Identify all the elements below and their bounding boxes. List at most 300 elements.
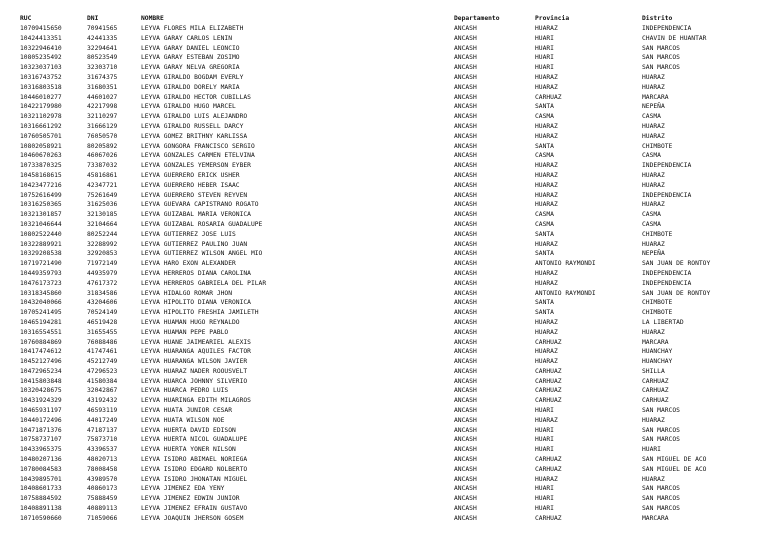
cell-dni: 76088486 xyxy=(87,338,118,346)
cell-ruc: 10320428675 xyxy=(20,387,62,395)
cell-nombre: LEYVA GIRALDO DORELY MARIA xyxy=(141,83,240,91)
cell-dni: 32110297 xyxy=(87,113,118,121)
cell-provincia: CASMA xyxy=(535,220,554,228)
cell-departamento: ANCASH xyxy=(454,407,477,415)
cell-nombre: LEYVA GUERRERO HEBER ISAAC xyxy=(141,181,240,189)
cell-departamento: ANCASH xyxy=(454,475,477,483)
cell-ruc: 10433965375 xyxy=(20,446,62,454)
cell-nombre: LEYVA HUATA WILSON NOE xyxy=(141,416,225,424)
cell-ruc: 10424413351 xyxy=(20,34,62,42)
cell-distrito: SAN MARCOS xyxy=(642,54,680,62)
table-row xyxy=(20,200,726,210)
cell-nombre: LEYVA GONGORA FRANCISCO SERGIO xyxy=(141,142,255,150)
cell-provincia: HUARI xyxy=(535,54,554,62)
cell-provincia: HUARAZ xyxy=(535,25,558,32)
cell-distrito: SAN MIGUEL DE ACO xyxy=(642,456,707,464)
cell-distrito: INDEPENDENCIA xyxy=(642,191,692,199)
table-row xyxy=(20,220,726,230)
cell-nombre: LEYVA GUTIERREZ JOSE LUIS xyxy=(141,230,236,238)
cell-ruc: 10758737107 xyxy=(20,436,62,444)
cell-ruc: 10780084583 xyxy=(20,465,62,473)
table-row xyxy=(20,93,726,103)
table-row xyxy=(20,83,726,93)
cell-distrito: INDEPENDENCIA xyxy=(642,25,692,32)
cell-dni: 78008458 xyxy=(87,465,118,473)
table-row xyxy=(20,308,726,318)
header-distrito: Distrito xyxy=(642,15,673,23)
cell-ruc: 10752616499 xyxy=(20,191,62,199)
cell-nombre: LEYVA GUERRERO STEVEN REYVEN xyxy=(141,191,248,199)
cell-nombre: LEYVA ISIDRO ABIMAEL NORIEGA xyxy=(141,456,248,464)
cell-departamento: ANCASH xyxy=(454,132,477,140)
cell-provincia: ANTONIO RAYMONDI xyxy=(535,289,596,297)
cell-nombre: LEYVA GARAY CARLOS LENIN xyxy=(141,34,232,42)
cell-ruc: 10321301857 xyxy=(20,211,62,219)
cell-nombre: LEYVA JIMENEZ EFRAIN GUSTAVO xyxy=(141,505,248,513)
table-row xyxy=(20,269,726,279)
cell-provincia: HUARI xyxy=(535,495,554,503)
cell-dni: 43396537 xyxy=(87,446,118,454)
table-row xyxy=(20,259,726,269)
cell-dni: 42217998 xyxy=(87,103,118,111)
cell-departamento: ANCASH xyxy=(454,181,477,189)
cell-dni: 41747461 xyxy=(87,348,118,356)
table-row xyxy=(20,210,726,220)
table-row xyxy=(20,494,726,504)
cell-provincia: HUARI xyxy=(535,34,554,42)
cell-provincia: HUARAZ xyxy=(535,171,558,179)
cell-nombre: LEYVA GUIZABAL ROSARIA GUADALUPE xyxy=(141,220,263,228)
cell-distrito: LA LIBERTAD xyxy=(642,318,684,326)
cell-provincia: HUARAZ xyxy=(535,201,558,209)
cell-dni: 46067026 xyxy=(87,152,118,160)
table-row xyxy=(20,435,726,445)
cell-dni: 43192432 xyxy=(87,397,118,405)
cell-nombre: LEYVA GIRALDO HECTOR CUBILLAS xyxy=(141,93,251,101)
cell-distrito: SAN MARCOS xyxy=(642,426,680,434)
cell-nombre: LEYVA HUERTA YONER NILSON xyxy=(141,446,236,454)
cell-nombre: LEYVA HUERTA DAVID EDISON xyxy=(141,426,236,434)
cell-departamento: ANCASH xyxy=(454,240,477,248)
cell-provincia: CARHUAZ xyxy=(535,377,562,385)
cell-distrito: HUARI xyxy=(642,446,661,454)
cell-provincia: CARHUAZ xyxy=(535,514,562,522)
cell-departamento: ANCASH xyxy=(454,465,477,473)
cell-dni: 47187137 xyxy=(87,426,118,434)
cell-provincia: CARHUAZ xyxy=(535,387,562,395)
cell-provincia: HUARAZ xyxy=(535,318,558,326)
cell-ruc: 10802522440 xyxy=(20,230,62,238)
cell-dni: 43989570 xyxy=(87,475,118,483)
cell-distrito: SAN MARCOS xyxy=(642,407,680,415)
cell-ruc: 10452127496 xyxy=(20,358,62,366)
cell-dni: 47296523 xyxy=(87,367,118,375)
cell-ruc: 10440172496 xyxy=(20,416,62,424)
cell-dni: 32042867 xyxy=(87,387,118,395)
cell-distrito: CHIMBOTE xyxy=(642,230,673,238)
cell-departamento: ANCASH xyxy=(454,416,477,424)
cell-provincia: HUARI xyxy=(535,44,554,52)
cell-ruc: 10709415650 xyxy=(20,25,62,32)
cell-nombre: LEYVA GUIZABAL MARIA VERONICA xyxy=(141,211,251,219)
cell-distrito: SAN MARCOS xyxy=(642,64,680,72)
cell-nombre: LEYVA JIMENEZ EDA YENY xyxy=(141,485,225,493)
cell-departamento: ANCASH xyxy=(454,328,477,336)
table-row xyxy=(20,298,726,308)
cell-departamento: ANCASH xyxy=(454,83,477,91)
cell-distrito: HUARAZ xyxy=(642,181,665,189)
table-row xyxy=(20,181,726,191)
cell-ruc: 10316250365 xyxy=(20,201,62,209)
table-row xyxy=(20,102,726,112)
cell-ruc: 10802058921 xyxy=(20,142,62,150)
cell-nombre: LEYVA GIRALDO RUSSELL DARCY xyxy=(141,122,244,130)
table-row xyxy=(20,73,726,83)
cell-distrito: CARHUAZ xyxy=(642,377,669,385)
cell-dni: 44935979 xyxy=(87,269,118,277)
cell-provincia: HUARAZ xyxy=(535,73,558,81)
cell-provincia: HUARAZ xyxy=(535,132,558,140)
cell-nombre: LEYVA HUARCA PEDRO LUIS xyxy=(141,387,229,395)
cell-provincia: CARHUAZ xyxy=(535,456,562,464)
cell-nombre: LEYVA ISIDRO JHONATAN MIGUEL xyxy=(141,475,248,483)
cell-dni: 42347721 xyxy=(87,181,118,189)
cell-nombre: LEYVA HUARINGA EDITH MILAGROS xyxy=(141,397,251,405)
cell-ruc: 10415803848 xyxy=(20,377,62,385)
cell-dni: 32920853 xyxy=(87,250,118,258)
cell-provincia: CASMA xyxy=(535,152,554,160)
cell-dni: 47617372 xyxy=(87,279,118,287)
cell-provincia: SANTA xyxy=(535,230,554,238)
table-row xyxy=(20,34,726,44)
cell-nombre: LEYVA HUARAZ NADER ROOUSVELT xyxy=(141,367,248,375)
cell-dni: 32288992 xyxy=(87,240,118,248)
header-nombre: NOMBRE xyxy=(141,15,164,23)
cell-dni: 44017249 xyxy=(87,416,118,424)
table-row xyxy=(20,367,726,377)
cell-distrito: MARCARA xyxy=(642,93,669,101)
cell-distrito: NEPEÑA xyxy=(642,250,665,258)
cell-departamento: ANCASH xyxy=(454,211,477,219)
cell-nombre: LEYVA ISIDRO EDGARD NOLBERTO xyxy=(141,465,248,473)
cell-departamento: ANCASH xyxy=(454,318,477,326)
cell-dni: 80205892 xyxy=(87,142,118,150)
header-departamento: Departamento xyxy=(454,15,500,23)
cell-dni: 31834586 xyxy=(87,289,118,297)
table-row xyxy=(20,240,726,250)
table-row xyxy=(20,44,726,54)
table-row xyxy=(20,357,726,367)
table-row xyxy=(20,484,726,494)
cell-nombre: LEYVA HERREROS DIANA CAROLINA xyxy=(141,269,251,277)
cell-dni: 44601027 xyxy=(87,93,118,101)
cell-departamento: ANCASH xyxy=(454,54,477,62)
cell-dni: 46593119 xyxy=(87,407,118,415)
cell-ruc: 10758884592 xyxy=(20,495,62,503)
cell-dni: 75873710 xyxy=(87,436,118,444)
cell-departamento: ANCASH xyxy=(454,495,477,503)
cell-ruc: 10705241495 xyxy=(20,309,62,317)
table-row xyxy=(20,347,726,357)
cell-departamento: ANCASH xyxy=(454,250,477,258)
cell-distrito: HUARAZ xyxy=(642,201,665,209)
cell-nombre: LEYVA HERREROS GABRIELA DEL PILAR xyxy=(141,279,267,287)
table-row xyxy=(20,142,726,152)
cell-nombre: LEYVA GUTIERREZ PAULINO JUAN xyxy=(141,240,248,248)
table-row xyxy=(20,24,726,34)
cell-provincia: HUARAZ xyxy=(535,162,558,170)
cell-distrito: CASMA xyxy=(642,211,661,219)
cell-ruc: 10805235492 xyxy=(20,54,62,62)
cell-provincia: SANTA xyxy=(535,309,554,317)
table-row xyxy=(20,122,726,132)
cell-provincia: HUARAZ xyxy=(535,328,558,336)
cell-ruc: 10316554551 xyxy=(20,328,62,336)
cell-departamento: ANCASH xyxy=(454,122,477,130)
cell-dni: 80252244 xyxy=(87,230,118,238)
cell-ruc: 10417474612 xyxy=(20,348,62,356)
cell-provincia: HUARI xyxy=(535,505,554,513)
cell-departamento: ANCASH xyxy=(454,260,477,268)
cell-nombre: LEYVA GUEVARA CAPISTRANO ROGATO xyxy=(141,201,259,209)
cell-provincia: CASMA xyxy=(535,113,554,121)
cell-nombre: LEYVA HARO EXON ALEXANDER xyxy=(141,260,236,268)
cell-departamento: ANCASH xyxy=(454,289,477,297)
cell-distrito: SAN MARCOS xyxy=(642,44,680,52)
table-row xyxy=(20,426,726,436)
table-row xyxy=(20,171,726,181)
cell-nombre: LEYVA HUAMAN PEPE PABLO xyxy=(141,328,229,336)
cell-provincia: HUARAZ xyxy=(535,475,558,483)
cell-departamento: ANCASH xyxy=(454,446,477,454)
cell-provincia: CARHUAZ xyxy=(535,93,562,101)
cell-dni: 40860173 xyxy=(87,485,118,493)
cell-departamento: ANCASH xyxy=(454,397,477,405)
cell-dni: 32303710 xyxy=(87,64,118,72)
header-ruc: RUC xyxy=(20,15,32,23)
cell-ruc: 10431924329 xyxy=(20,397,62,405)
cell-distrito: CASMA xyxy=(642,113,661,121)
table-row xyxy=(20,161,726,171)
cell-nombre: LEYVA GIRALDO HUGO MARCEL xyxy=(141,103,236,111)
cell-ruc: 10316803518 xyxy=(20,83,62,91)
cell-distrito: SAN MARCOS xyxy=(642,495,680,503)
cell-departamento: ANCASH xyxy=(454,279,477,287)
cell-distrito: HUARAZ xyxy=(642,416,665,424)
cell-provincia: SANTA xyxy=(535,142,554,150)
cell-nombre: LEYVA HIPOLITO DIANA VERONICA xyxy=(141,299,251,307)
cell-ruc: 10439895701 xyxy=(20,475,62,483)
cell-nombre: LEYVA HIPOLITO FRESHIA JAMILETH xyxy=(141,309,259,317)
cell-distrito: HUANCHAY xyxy=(642,358,673,366)
cell-provincia: HUARAZ xyxy=(535,269,558,277)
cell-distrito: CHIMBOTE xyxy=(642,309,673,317)
header-provincia: Provincia xyxy=(535,15,570,23)
cell-ruc: 10322889921 xyxy=(20,240,62,248)
cell-ruc: 10321046644 xyxy=(20,220,62,228)
cell-departamento: ANCASH xyxy=(454,514,477,522)
cell-ruc: 10316661292 xyxy=(20,122,62,130)
table-row xyxy=(20,338,726,348)
cell-departamento: ANCASH xyxy=(454,309,477,317)
cell-provincia: CARHUAZ xyxy=(535,397,562,405)
cell-provincia: HUARAZ xyxy=(535,358,558,366)
cell-nombre: LEYVA GARAY ESTEBAN ZOSIMO xyxy=(141,54,240,62)
cell-ruc: 10432040066 xyxy=(20,299,62,307)
table-row xyxy=(20,377,726,387)
cell-provincia: SANTA xyxy=(535,103,554,111)
table-row xyxy=(20,63,726,73)
cell-nombre: LEYVA HUARCA JOHNNY SILVERIO xyxy=(141,377,248,385)
cell-provincia: HUARI xyxy=(535,485,554,493)
header-row xyxy=(20,14,726,24)
cell-distrito: CHIMBOTE xyxy=(642,142,673,150)
cell-dni: 41580384 xyxy=(87,377,118,385)
cell-departamento: ANCASH xyxy=(454,201,477,209)
cell-provincia: CASMA xyxy=(535,211,554,219)
cell-ruc: 10480207136 xyxy=(20,456,62,464)
cell-nombre: LEYVA GARAY DANIEL LEONCIO xyxy=(141,44,240,52)
cell-distrito: SAN MARCOS xyxy=(642,485,680,493)
table-row xyxy=(20,279,726,289)
cell-provincia: HUARAZ xyxy=(535,83,558,91)
cell-distrito: SAN JUAN DE RONTOY xyxy=(642,260,711,268)
table-row xyxy=(20,112,726,122)
cell-ruc: 10321102978 xyxy=(20,113,62,121)
cell-provincia: HUARAZ xyxy=(535,416,558,424)
table-row xyxy=(20,191,726,201)
cell-nombre: LEYVA GARAY NELVA GREGORIA xyxy=(141,64,240,72)
table-row xyxy=(20,386,726,396)
cell-ruc: 10449359793 xyxy=(20,269,62,277)
cell-nombre: LEYVA JOAQUIN JHERSON GOSEM xyxy=(141,514,244,522)
table-row xyxy=(20,504,726,514)
cell-departamento: ANCASH xyxy=(454,485,477,493)
table-row xyxy=(20,416,726,426)
cell-distrito: SHILLA xyxy=(642,367,665,375)
cell-distrito: HUANCHAY xyxy=(642,348,673,356)
cell-dni: 32294641 xyxy=(87,44,118,52)
cell-distrito: INDEPENDENCIA xyxy=(642,279,692,287)
cell-departamento: ANCASH xyxy=(454,34,477,42)
cell-dni: 31655455 xyxy=(87,328,118,336)
cell-ruc: 10472965234 xyxy=(20,367,62,375)
cell-nombre: LEYVA GONZALES CARMEN ETELVINA xyxy=(141,152,255,160)
cell-ruc: 10465931197 xyxy=(20,407,62,415)
cell-ruc: 10476173723 xyxy=(20,279,62,287)
cell-provincia: HUARAZ xyxy=(535,279,558,287)
cell-distrito: HUARAZ xyxy=(642,83,665,91)
cell-provincia: SANTA xyxy=(535,299,554,307)
cell-dni: 45212749 xyxy=(87,358,118,366)
cell-nombre: LEYVA JIMENEZ EDWIN JUNIOR xyxy=(141,495,240,503)
cell-distrito: CHAVIN DE HUANTAR xyxy=(642,34,707,42)
cell-distrito: CHIMBOTE xyxy=(642,299,673,307)
cell-departamento: ANCASH xyxy=(454,93,477,101)
cell-dni: 80523549 xyxy=(87,54,118,62)
cell-distrito: HUARAZ xyxy=(642,122,665,130)
cell-departamento: ANCASH xyxy=(454,152,477,160)
cell-nombre: LEYVA GONZALES YEMERSON EYBER xyxy=(141,162,251,170)
table-row xyxy=(20,445,726,455)
cell-dni: 31666129 xyxy=(87,122,118,130)
cell-nombre: LEYVA GUTIERREZ WILSON ANGEL MIO xyxy=(141,250,263,258)
cell-distrito: MARCARA xyxy=(642,514,669,522)
cell-distrito: HUARAZ xyxy=(642,328,665,336)
cell-departamento: ANCASH xyxy=(454,191,477,199)
table-row xyxy=(20,230,726,240)
cell-provincia: HUARI xyxy=(535,407,554,415)
cell-distrito: CARHUAZ xyxy=(642,387,669,395)
cell-distrito: CARHUAZ xyxy=(642,397,669,405)
table-row xyxy=(20,406,726,416)
cell-distrito: SAN MIGUEL DE ACO xyxy=(642,465,707,473)
cell-distrito: HUARAZ xyxy=(642,132,665,140)
cell-dni: 71059066 xyxy=(87,514,118,522)
cell-distrito: MARCARA xyxy=(642,338,669,346)
cell-departamento: ANCASH xyxy=(454,269,477,277)
cell-dni: 40889113 xyxy=(87,505,118,513)
cell-departamento: ANCASH xyxy=(454,377,477,385)
cell-dni: 32130185 xyxy=(87,211,118,219)
cell-ruc: 10318345860 xyxy=(20,289,62,297)
cell-dni: 43204606 xyxy=(87,299,118,307)
cell-ruc: 10465194281 xyxy=(20,318,62,326)
cell-provincia: HUARAZ xyxy=(535,348,558,356)
cell-departamento: ANCASH xyxy=(454,25,477,32)
cell-dni: 32104664 xyxy=(87,220,118,228)
cell-nombre: LEYVA HUATA JUNIOR CESAR xyxy=(141,407,232,415)
cell-nombre: LEYVA HUANE JAIMEARIEL ALEXIS xyxy=(141,338,251,346)
cell-ruc: 10408601733 xyxy=(20,485,62,493)
cell-departamento: ANCASH xyxy=(454,220,477,228)
table-row xyxy=(20,328,726,338)
cell-departamento: ANCASH xyxy=(454,299,477,307)
cell-departamento: ANCASH xyxy=(454,64,477,72)
cell-distrito: HUARAZ xyxy=(642,171,665,179)
cell-departamento: ANCASH xyxy=(454,162,477,170)
cell-departamento: ANCASH xyxy=(454,367,477,375)
cell-departamento: ANCASH xyxy=(454,113,477,121)
cell-provincia: CARHUAZ xyxy=(535,338,562,346)
cell-dni: 31625036 xyxy=(87,201,118,209)
cell-nombre: LEYVA HUAMAN HUGO REYNALDO xyxy=(141,318,240,326)
cell-departamento: ANCASH xyxy=(454,505,477,513)
cell-distrito: INDEPENDENCIA xyxy=(642,162,692,170)
cell-provincia: HUARI xyxy=(535,426,554,434)
cell-distrito: INDEPENDENCIA xyxy=(642,269,692,277)
cell-distrito: HUARAZ xyxy=(642,240,665,248)
cell-ruc: 10760884869 xyxy=(20,338,62,346)
cell-distrito: CASMA xyxy=(642,152,661,160)
cell-dni: 70524149 xyxy=(87,309,118,317)
cell-ruc: 10719721490 xyxy=(20,260,62,268)
cell-departamento: ANCASH xyxy=(454,73,477,81)
cell-dni: 70941565 xyxy=(87,25,118,32)
table-row xyxy=(20,151,726,161)
cell-dni: 31680351 xyxy=(87,83,118,91)
cell-nombre: LEYVA GOMEZ BRITHNY KARLISSA xyxy=(141,132,248,140)
cell-ruc: 10316743752 xyxy=(20,73,62,81)
table-row xyxy=(20,465,726,475)
cell-provincia: HUARAZ xyxy=(535,181,558,189)
table-row xyxy=(20,249,726,259)
cell-dni: 75261649 xyxy=(87,191,118,199)
cell-distrito: SAN JUAN DE RONTOY xyxy=(642,289,711,297)
cell-departamento: ANCASH xyxy=(454,358,477,366)
table-row xyxy=(20,318,726,328)
cell-nombre: LEYVA HUARANGA WILSON JAVIER xyxy=(141,358,248,366)
